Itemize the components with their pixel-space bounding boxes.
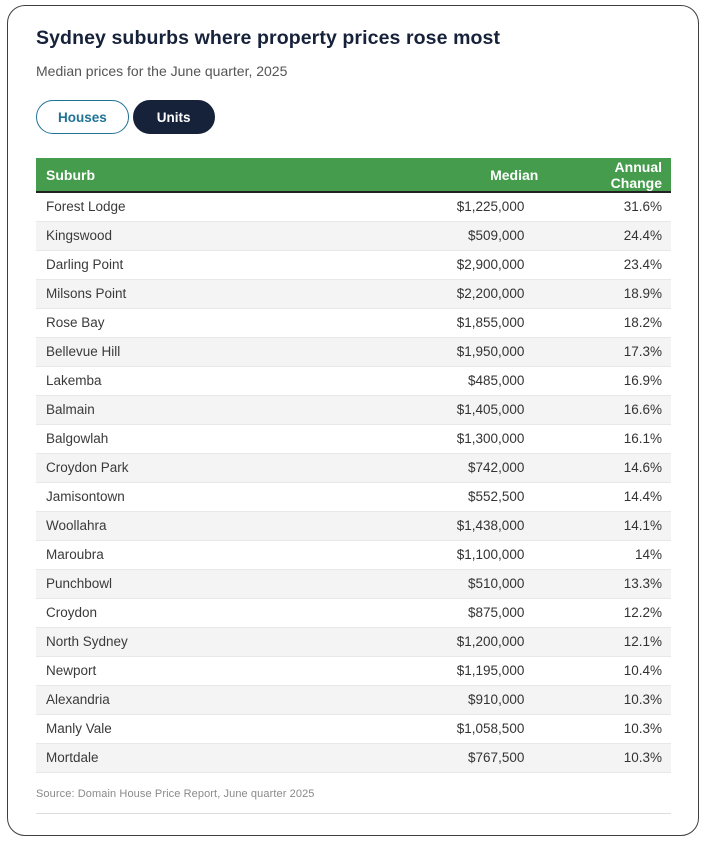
suburb-cell: Kingswood bbox=[36, 221, 366, 250]
suburb-cell: Lakemba bbox=[36, 366, 366, 395]
change-cell: 14% bbox=[550, 540, 671, 569]
suburb-cell: Milsons Point bbox=[36, 279, 366, 308]
suburb-cell: Rose Bay bbox=[36, 308, 366, 337]
table-row bbox=[36, 337, 671, 366]
table-row bbox=[36, 627, 671, 656]
median-cell: $1,200,000 bbox=[366, 627, 550, 656]
change-cell: 18.2% bbox=[550, 308, 671, 337]
houses-tab-button[interactable]: Houses bbox=[36, 100, 129, 134]
table-row bbox=[36, 743, 671, 772]
change-cell: 17.3% bbox=[550, 337, 671, 366]
median-cell: $1,100,000 bbox=[366, 540, 550, 569]
change-cell: 14.4% bbox=[550, 482, 671, 511]
table-row bbox=[36, 221, 671, 250]
median-cell: $910,000 bbox=[366, 685, 550, 714]
change-cell: 14.1% bbox=[550, 511, 671, 540]
table-row bbox=[36, 192, 671, 221]
change-cell: 23.4% bbox=[550, 250, 671, 279]
table-row bbox=[36, 279, 671, 308]
table-row bbox=[36, 482, 671, 511]
table-row bbox=[36, 511, 671, 540]
median-cell: $510,000 bbox=[366, 569, 550, 598]
suburb-cell: Newport bbox=[36, 656, 366, 685]
change-cell: 16.6% bbox=[550, 395, 671, 424]
median-cell: $1,300,000 bbox=[366, 424, 550, 453]
column-header-suburb: Suburb bbox=[36, 158, 366, 192]
change-cell: 10.3% bbox=[550, 714, 671, 743]
suburb-cell: North Sydney bbox=[36, 627, 366, 656]
suburb-cell: Darling Point bbox=[36, 250, 366, 279]
median-cell: $1,438,000 bbox=[366, 511, 550, 540]
suburb-cell: Croydon bbox=[36, 598, 366, 627]
table-row bbox=[36, 424, 671, 453]
suburb-cell: Bellevue Hill bbox=[36, 337, 366, 366]
table-row bbox=[36, 453, 671, 482]
median-cell: $552,500 bbox=[366, 482, 550, 511]
change-cell: 13.3% bbox=[550, 569, 671, 598]
page-title: Sydney suburbs where property prices rose most bbox=[36, 27, 501, 49]
table-row bbox=[36, 598, 671, 627]
median-cell: $1,405,000 bbox=[366, 395, 550, 424]
data-table bbox=[36, 158, 671, 773]
suburb-cell: Manly Vale bbox=[36, 714, 366, 743]
dataset-toggle bbox=[36, 100, 671, 134]
change-cell: 18.9% bbox=[550, 279, 671, 308]
column-header-median: Median bbox=[366, 158, 550, 192]
median-cell: $1,855,000 bbox=[366, 308, 550, 337]
page-subtitle: Median prices for the June quarter, 2025 bbox=[36, 63, 288, 79]
chart-card bbox=[7, 5, 699, 836]
median-cell: $1,950,000 bbox=[366, 337, 550, 366]
median-cell: $509,000 bbox=[366, 221, 550, 250]
change-cell: 24.4% bbox=[550, 221, 671, 250]
table-header bbox=[36, 158, 671, 192]
table-row bbox=[36, 540, 671, 569]
footer-divider bbox=[36, 813, 671, 814]
change-cell: 10.4% bbox=[550, 656, 671, 685]
suburb-cell: Woollahra bbox=[36, 511, 366, 540]
suburb-cell: Mortdale bbox=[36, 743, 366, 772]
suburb-cell: Punchbowl bbox=[36, 569, 366, 598]
median-cell: $1,058,500 bbox=[366, 714, 550, 743]
median-cell: $767,500 bbox=[366, 743, 550, 772]
median-cell: $2,900,000 bbox=[366, 250, 550, 279]
table-row bbox=[36, 366, 671, 395]
table-row bbox=[36, 714, 671, 743]
suburb-cell: Croydon Park bbox=[36, 453, 366, 482]
table-row bbox=[36, 308, 671, 337]
suburb-cell: Forest Lodge bbox=[36, 192, 366, 221]
change-cell: 14.6% bbox=[550, 453, 671, 482]
median-cell: $875,000 bbox=[366, 598, 550, 627]
suburb-cell: Balgowlah bbox=[36, 424, 366, 453]
change-cell: 12.1% bbox=[550, 627, 671, 656]
suburb-cell: Alexandria bbox=[36, 685, 366, 714]
median-cell: $485,000 bbox=[366, 366, 550, 395]
median-cell: $742,000 bbox=[366, 453, 550, 482]
source-note: Source: Domain House Price Report, June quarter 2025 bbox=[36, 787, 315, 800]
suburb-cell: Maroubra bbox=[36, 540, 366, 569]
column-header-annual-change: Annual Change bbox=[550, 158, 671, 192]
median-cell: $1,225,000 bbox=[366, 192, 550, 221]
table-row bbox=[36, 656, 671, 685]
change-cell: 31.6% bbox=[550, 192, 671, 221]
table-row bbox=[36, 685, 671, 714]
median-cell: $1,195,000 bbox=[366, 656, 550, 685]
table-row bbox=[36, 569, 671, 598]
change-cell: 10.3% bbox=[550, 743, 671, 772]
units-tab-button[interactable]: Units bbox=[133, 100, 215, 134]
change-cell: 10.3% bbox=[550, 685, 671, 714]
table-row bbox=[36, 395, 671, 424]
change-cell: 16.9% bbox=[550, 366, 671, 395]
median-cell: $2,200,000 bbox=[366, 279, 550, 308]
suburb-cell: Balmain bbox=[36, 395, 366, 424]
table-row bbox=[36, 250, 671, 279]
suburb-cell: Jamisontown bbox=[36, 482, 366, 511]
change-cell: 12.2% bbox=[550, 598, 671, 627]
change-cell: 16.1% bbox=[550, 424, 671, 453]
table-body bbox=[36, 192, 671, 772]
